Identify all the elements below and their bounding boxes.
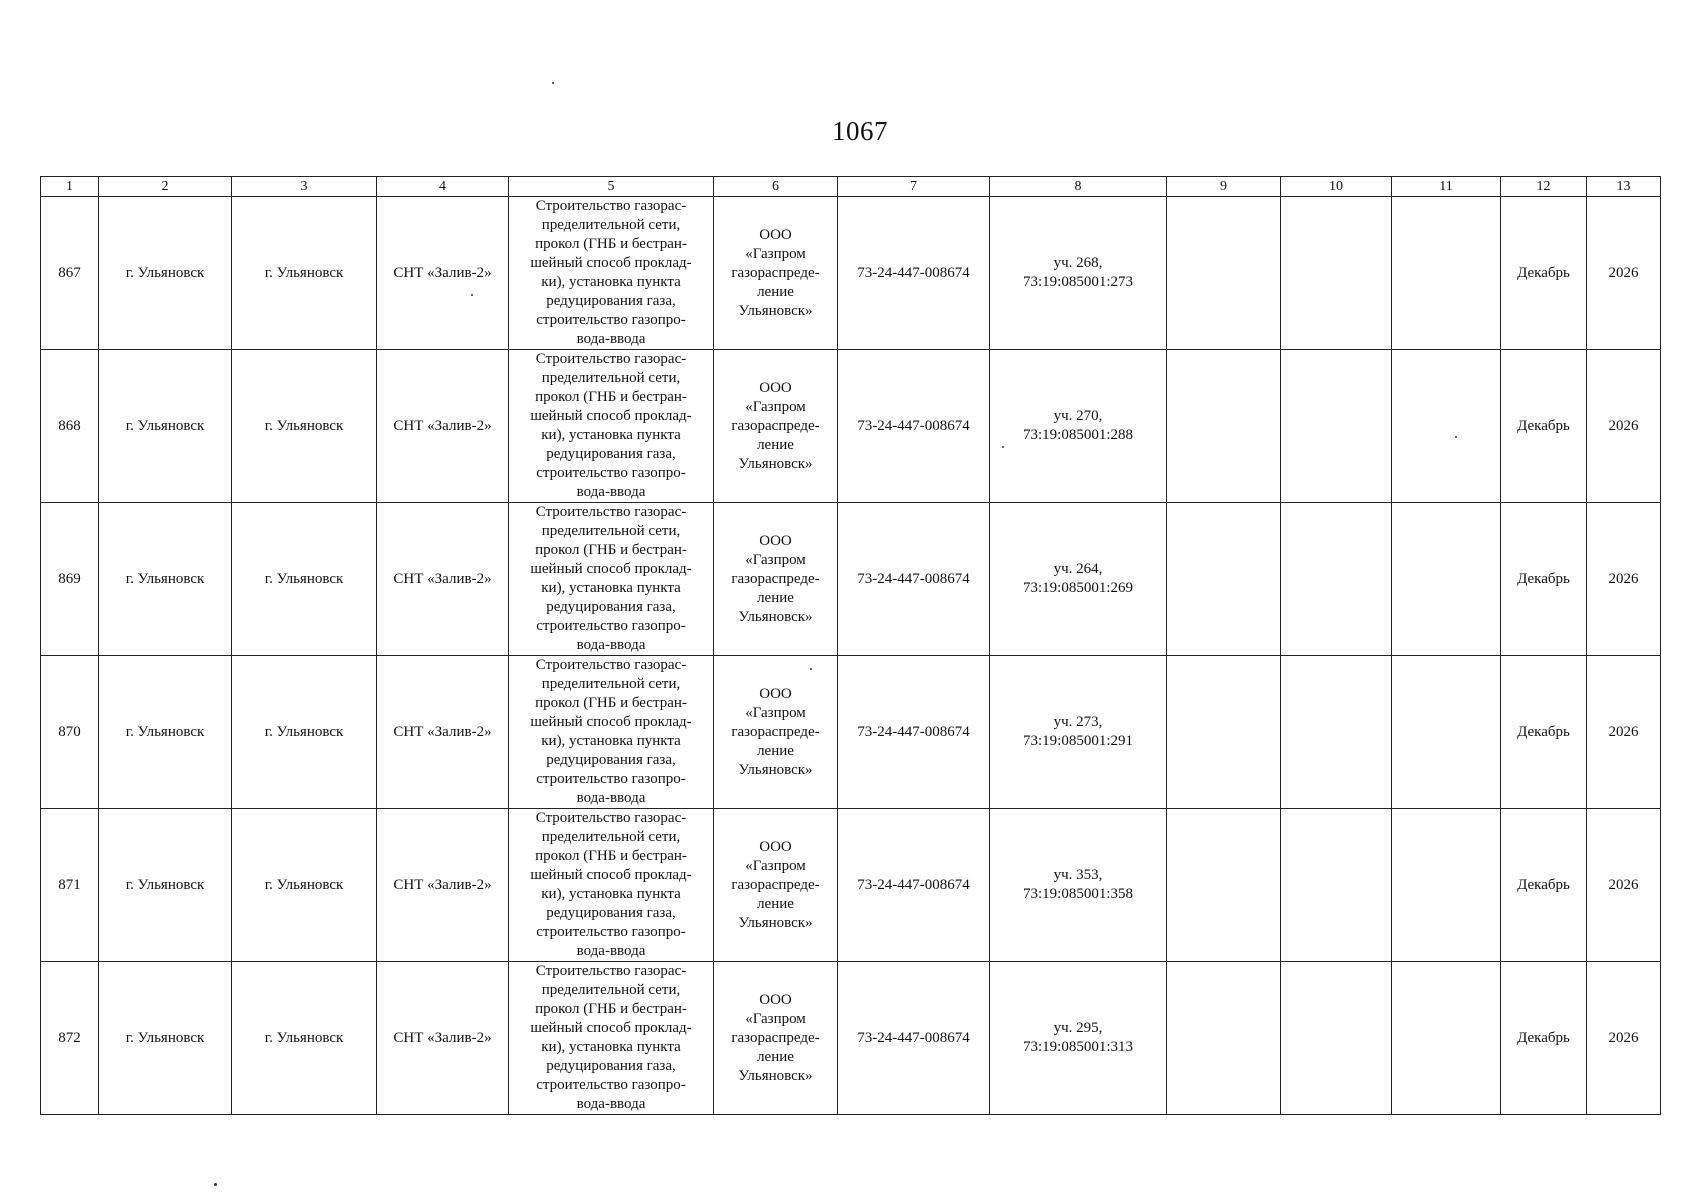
owner-line: газораспреде- — [731, 264, 820, 281]
table-row — [41, 503, 1661, 656]
owner-line: газораспреде- — [731, 570, 820, 587]
description-line: строительство газопро- — [536, 465, 686, 481]
description-line: Строительство газорас- — [535, 351, 687, 367]
description-line: вода-ввода — [576, 484, 646, 500]
owner-line: ление — [757, 589, 794, 606]
description-line: вода-ввода — [576, 1096, 646, 1112]
table-row — [41, 656, 1661, 809]
description-line: строительство газопро- — [536, 312, 686, 328]
scan-speck — [214, 1183, 217, 1186]
scan-speck — [1455, 436, 1457, 438]
district-cell: г. Ульяновск — [99, 503, 232, 656]
month-cell: Декабрь — [1501, 197, 1587, 350]
owner-line: ООО — [759, 532, 792, 549]
scan-speck — [810, 668, 812, 670]
description-line: пределительной сети, — [541, 217, 681, 233]
month-cell: Декабрь — [1501, 809, 1587, 962]
empty-cell-11 — [1392, 656, 1501, 809]
locality-cell: г. Ульяновск — [232, 809, 377, 962]
year-cell: 2026 — [1587, 962, 1661, 1115]
description-line: строительство газопро- — [536, 618, 686, 634]
district-cell: г. Ульяновск — [99, 350, 232, 503]
description-line: пределительной сети, — [541, 523, 681, 539]
owner-line: газораспреде- — [731, 876, 820, 893]
parcel-line: уч. 295, — [1053, 1020, 1103, 1036]
description-line: ки), установка пункта — [541, 427, 681, 443]
owner-cell — [714, 350, 838, 503]
district-cell: г. Ульяновск — [99, 197, 232, 350]
address-cell: СНТ «Залив-2» — [377, 197, 509, 350]
description-line: прокол (ГНБ и бестран- — [535, 848, 687, 864]
empty-cell-10 — [1281, 503, 1392, 656]
locality-cell: г. Ульяновск — [232, 656, 377, 809]
year-cell: 2026 — [1587, 197, 1661, 350]
parcel-cell — [990, 350, 1167, 503]
locality-cell: г. Ульяновск — [232, 350, 377, 503]
address-cell: СНТ «Залив-2» — [377, 656, 509, 809]
year-cell: 2026 — [1587, 809, 1661, 962]
empty-cell-11 — [1392, 809, 1501, 962]
owner-line: ООО — [759, 838, 792, 855]
owner-line: Ульяновск» — [738, 302, 813, 319]
parcel-line: уч. 270, — [1053, 408, 1103, 424]
address-cell: СНТ «Залив-2» — [377, 809, 509, 962]
owner-line: ООО — [759, 991, 792, 1008]
year-cell: 2026 — [1587, 350, 1661, 503]
parcel-cell — [990, 197, 1167, 350]
scan-speck — [1002, 446, 1004, 448]
empty-cell-9 — [1167, 197, 1281, 350]
empty-cell-11 — [1392, 197, 1501, 350]
empty-cell-10 — [1281, 656, 1392, 809]
description-line: шейный способ проклад- — [530, 714, 692, 730]
description-line: пределительной сети, — [541, 829, 681, 845]
description-line: прокол (ГНБ и бестран- — [535, 389, 687, 405]
owner-cell — [714, 656, 838, 809]
owner-cell — [714, 503, 838, 656]
locality-cell: г. Ульяновск — [232, 197, 377, 350]
description-line: пределительной сети, — [541, 982, 681, 998]
description-line: редуцирования газа, — [546, 599, 676, 615]
description-line: пределительной сети, — [541, 676, 681, 692]
column-number-10: 10 — [1281, 177, 1392, 197]
row-number-cell: 869 — [41, 503, 99, 656]
column-number-8: 8 — [990, 177, 1167, 197]
description-line: Строительство газорас- — [535, 963, 687, 979]
page-number: 1067 — [832, 116, 888, 146]
column-number-9: 9 — [1167, 177, 1281, 197]
code-cell: 73-24-447-008674 — [838, 350, 990, 503]
description-cell — [509, 656, 714, 809]
parcel-line: 73:19:085001:288 — [1022, 427, 1133, 443]
owner-cell — [714, 809, 838, 962]
parcel-cell — [990, 962, 1167, 1115]
month-cell: Декабрь — [1501, 350, 1587, 503]
description-line: строительство газопро- — [536, 771, 686, 787]
parcel-line: уч. 353, — [1053, 867, 1103, 883]
parcel-line: уч. 268, — [1053, 255, 1103, 271]
locality-cell: г. Ульяновск — [232, 962, 377, 1115]
owner-line: «Газпром — [745, 551, 806, 568]
empty-cell-9 — [1167, 350, 1281, 503]
owner-line: ООО — [759, 226, 792, 243]
registry-table — [40, 176, 1661, 1115]
month-cell: Декабрь — [1501, 962, 1587, 1115]
owner-line: ление — [757, 283, 794, 300]
month-cell: Декабрь — [1501, 656, 1587, 809]
owner-line: Ульяновск» — [738, 608, 813, 625]
owner-cell — [714, 962, 838, 1115]
description-cell — [509, 809, 714, 962]
owner-line: Ульяновск» — [738, 914, 813, 931]
description-line: шейный способ проклад- — [530, 408, 692, 424]
parcel-line: 73:19:085001:273 — [1022, 274, 1133, 290]
empty-cell-9 — [1167, 962, 1281, 1115]
description-line: редуцирования газа, — [546, 905, 676, 921]
row-number-cell: 870 — [41, 656, 99, 809]
parcel-cell — [990, 503, 1167, 656]
owner-line: ление — [757, 742, 794, 759]
description-line: прокол (ГНБ и бестран- — [535, 695, 687, 711]
column-number-13: 13 — [1587, 177, 1661, 197]
owner-line: «Газпром — [745, 704, 806, 721]
owner-line: газораспреде- — [731, 417, 820, 434]
owner-line: «Газпром — [745, 245, 806, 262]
empty-cell-9 — [1167, 656, 1281, 809]
owner-cell — [714, 197, 838, 350]
owner-line: газораспреде- — [731, 1029, 820, 1046]
parcel-line: 73:19:085001:313 — [1022, 1039, 1133, 1055]
column-number-5: 5 — [509, 177, 714, 197]
description-line: ки), установка пункта — [541, 1039, 681, 1055]
empty-cell-11 — [1392, 503, 1501, 656]
column-number-7: 7 — [838, 177, 990, 197]
empty-cell-9 — [1167, 503, 1281, 656]
parcel-line: уч. 264, — [1053, 561, 1103, 577]
address-cell: СНТ «Залив-2» — [377, 350, 509, 503]
district-cell: г. Ульяновск — [99, 962, 232, 1115]
address-cell: СНТ «Залив-2» — [377, 962, 509, 1115]
column-number-11: 11 — [1392, 177, 1501, 197]
description-line: Строительство газорас- — [535, 198, 687, 214]
parcel-line: 73:19:085001:269 — [1022, 580, 1133, 596]
column-number-12: 12 — [1501, 177, 1587, 197]
year-cell: 2026 — [1587, 656, 1661, 809]
column-number-row — [41, 177, 1661, 197]
description-line: вода-ввода — [576, 637, 646, 653]
description-line: Строительство газорас- — [535, 504, 687, 520]
scan-speck — [471, 294, 473, 296]
parcel-line: 73:19:085001:358 — [1022, 886, 1133, 902]
description-line: редуцирования газа, — [546, 446, 676, 462]
description-line: прокол (ГНБ и бестран- — [535, 542, 687, 558]
empty-cell-9 — [1167, 809, 1281, 962]
parcel-cell — [990, 656, 1167, 809]
description-cell — [509, 350, 714, 503]
code-cell: 73-24-447-008674 — [838, 962, 990, 1115]
table-row — [41, 197, 1661, 350]
table-row — [41, 350, 1661, 503]
empty-cell-10 — [1281, 350, 1392, 503]
description-line: редуцирования газа, — [546, 293, 676, 309]
description-line: редуцирования газа, — [546, 752, 676, 768]
description-line: ки), установка пункта — [541, 886, 681, 902]
description-line: строительство газопро- — [536, 924, 686, 940]
description-line: шейный способ проклад- — [530, 1020, 692, 1036]
empty-cell-10 — [1281, 962, 1392, 1115]
description-line: шейный способ проклад- — [530, 255, 692, 271]
owner-line: Ульяновск» — [738, 761, 813, 778]
column-number-2: 2 — [99, 177, 232, 197]
description-cell — [509, 503, 714, 656]
empty-cell-11 — [1392, 962, 1501, 1115]
parcel-line: 73:19:085001:291 — [1022, 733, 1133, 749]
description-line: Строительство газорас- — [535, 810, 687, 826]
empty-cell-11 — [1392, 350, 1501, 503]
district-cell: г. Ульяновск — [99, 809, 232, 962]
owner-line: ООО — [759, 379, 792, 396]
parcel-line: уч. 273, — [1053, 714, 1103, 730]
month-cell: Декабрь — [1501, 503, 1587, 656]
owner-line: ООО — [759, 685, 792, 702]
empty-cell-10 — [1281, 197, 1392, 350]
description-line: прокол (ГНБ и бестран- — [535, 1001, 687, 1017]
column-number-3: 3 — [232, 177, 377, 197]
parcel-cell — [990, 809, 1167, 962]
description-line: ки), установка пункта — [541, 580, 681, 596]
locality-cell: г. Ульяновск — [232, 503, 377, 656]
code-cell: 73-24-447-008674 — [838, 809, 990, 962]
address-cell: СНТ «Залив-2» — [377, 503, 509, 656]
description-line: вода-ввода — [576, 331, 646, 347]
table-body — [41, 197, 1661, 1115]
description-cell — [509, 197, 714, 350]
code-cell: 73-24-447-008674 — [838, 197, 990, 350]
description-cell — [509, 962, 714, 1115]
column-number-4: 4 — [377, 177, 509, 197]
row-number-cell: 872 — [41, 962, 99, 1115]
table-row — [41, 962, 1661, 1115]
row-number-cell: 868 — [41, 350, 99, 503]
column-number-1: 1 — [41, 177, 99, 197]
year-cell: 2026 — [1587, 503, 1661, 656]
table-row — [41, 809, 1661, 962]
code-cell: 73-24-447-008674 — [838, 656, 990, 809]
owner-line: газораспреде- — [731, 723, 820, 740]
description-line: шейный способ проклад- — [530, 867, 692, 883]
district-cell: г. Ульяновск — [99, 656, 232, 809]
description-line: ки), установка пункта — [541, 733, 681, 749]
code-cell: 73-24-447-008674 — [838, 503, 990, 656]
owner-line: «Газпром — [745, 398, 806, 415]
row-number-cell: 871 — [41, 809, 99, 962]
row-number-cell: 867 — [41, 197, 99, 350]
description-line: ки), установка пункта — [541, 274, 681, 290]
scan-speck — [552, 82, 554, 84]
owner-line: ление — [757, 895, 794, 912]
owner-line: Ульяновск» — [738, 1067, 813, 1084]
description-line: шейный способ проклад- — [530, 561, 692, 577]
owner-line: Ульяновск» — [738, 455, 813, 472]
description-line: вода-ввода — [576, 943, 646, 959]
description-line: Строительство газорас- — [535, 657, 687, 673]
description-line: строительство газопро- — [536, 1077, 686, 1093]
description-line: редуцирования газа, — [546, 1058, 676, 1074]
owner-line: ление — [757, 1048, 794, 1065]
description-line: прокол (ГНБ и бестран- — [535, 236, 687, 252]
owner-line: «Газпром — [745, 1010, 806, 1027]
owner-line: ление — [757, 436, 794, 453]
description-line: пределительной сети, — [541, 370, 681, 386]
owner-line: «Газпром — [745, 857, 806, 874]
description-line: вода-ввода — [576, 790, 646, 806]
column-number-6: 6 — [714, 177, 838, 197]
empty-cell-10 — [1281, 809, 1392, 962]
